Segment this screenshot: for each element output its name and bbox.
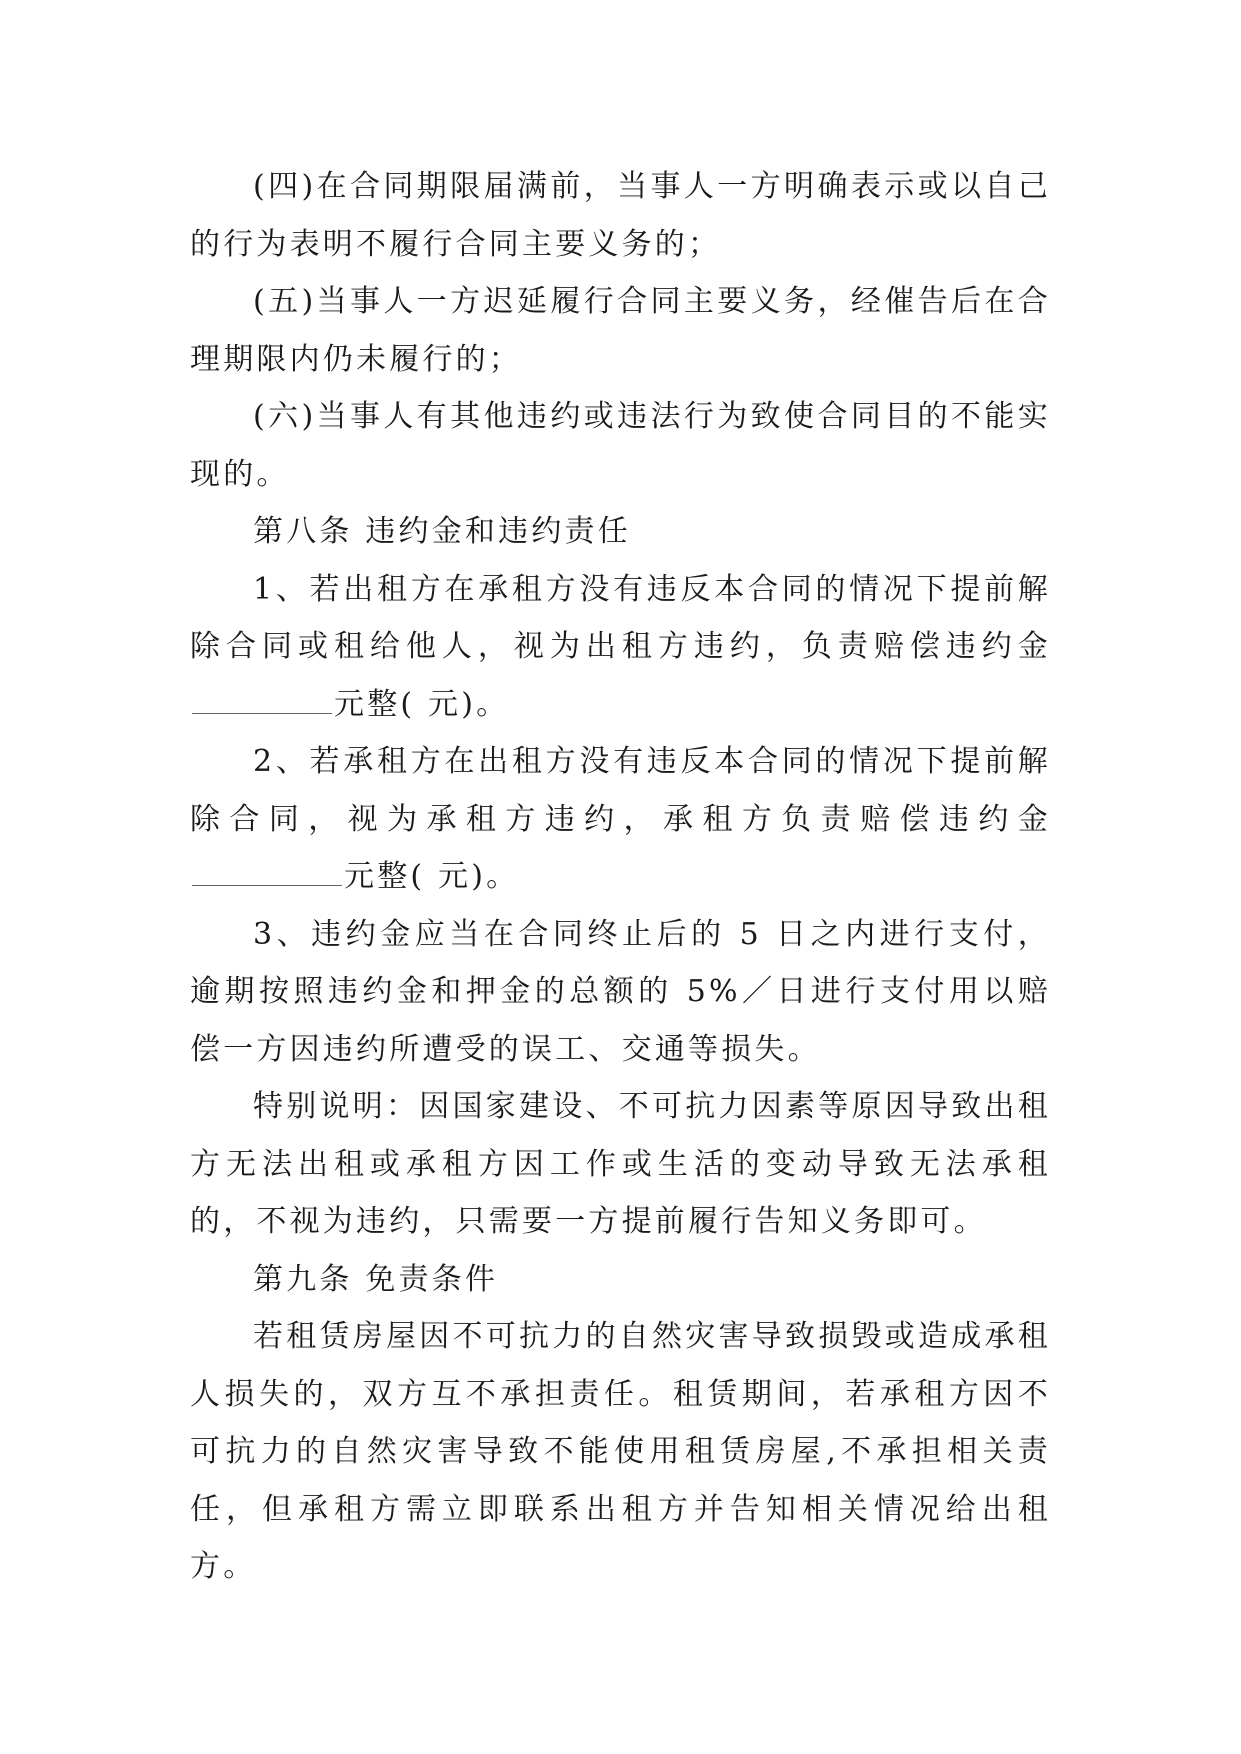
clause-8-item-3: 3、违约金应当在合同终止后的 5 日之内进行支付，逾期按照违约金和押金的总额的 5%／日进行支付用以赔偿一方因违约所遭受的误工、交通等损失。 — [190, 916, 1051, 1067]
penalty-amount-blank[interactable] — [192, 683, 332, 714]
clause-8-item-1-text: 1、若出租方在承租方没有违反本合同的情况下提前解除合同或租给他人，视为出租方违约，负责赔偿违约金 — [190, 571, 1051, 664]
penalty-amount-blank[interactable] — [192, 855, 342, 886]
clause-8-item-2 — [190, 733, 1051, 906]
article-9-body: 若租赁房屋因不可抗力的自然灾害导致损毁或造成承租人损失的，双方互不承担责任。租赁期间，若承租方因不可抗力的自然灾害导致不能使用租赁房屋,不承担相关责任，但承租方需立即联系出租方并告知相关情况给出租方。 — [190, 1319, 1051, 1584]
clause-7-item-6: (六)当事人有其他违约或违法行为致使合同目的不能实现的。 — [190, 399, 1051, 492]
clause-8-item-2-text: 2、若承租方在出租方没有违反本合同的情况下提前解除合同，视为承租方违约，承租方负责赔偿违约金 — [190, 744, 1051, 837]
clause-7-item-4: (四)在合同期限届满前，当事人一方明确表示或以自己的行为表明不履行合同主要义务的； — [190, 169, 1051, 262]
clause-8-item-1-tail: 元整( 元)。 — [334, 686, 510, 722]
clause-7-item-5: (五)当事人一方迟延履行合同主要义务，经催告后在合理期限内仍未履行的； — [190, 284, 1051, 377]
special-note: 特别说明：因国家建设、不可抗力因素等原因导致出租方无法出租或承租方因工作或生活的变动导致无法承租的，不视为违约，只需要一方提前履行告知义务即可。 — [190, 1089, 1051, 1239]
clause-8-item-1 — [190, 561, 1051, 734]
article-8-heading: 第八条 违约金和违约责任 — [253, 514, 631, 549]
clause-8-item-2-tail: 元整( 元)。 — [344, 859, 520, 894]
article-9-heading: 第九条 免责条件 — [253, 1261, 499, 1297]
